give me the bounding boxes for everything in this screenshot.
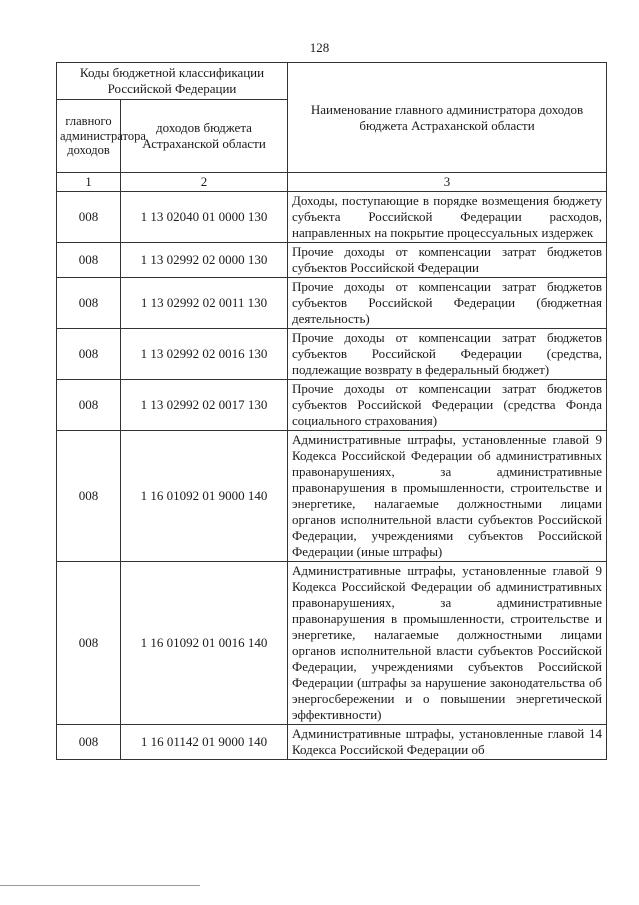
income-name-cell: Прочие доходы от компенсации затрат бюджетов субъектов Российской Федерации (средства Фонда социального страхования) bbox=[288, 380, 607, 431]
income-code-cell: 1 16 01142 01 9000 140 bbox=[121, 725, 288, 760]
header-number-1: 1 bbox=[57, 173, 121, 192]
table-body bbox=[57, 192, 607, 760]
admin-code-cell: 008 bbox=[57, 329, 121, 380]
table-row bbox=[57, 278, 607, 329]
income-code-cell: 1 16 01092 01 9000 140 bbox=[121, 431, 288, 562]
header-group-title: Коды бюджетной классификации Российской Федерации bbox=[57, 63, 288, 100]
admin-code-cell: 008 bbox=[57, 243, 121, 278]
admin-code-cell: 008 bbox=[57, 380, 121, 431]
header-income-column: доходов бюджета Астраханской области bbox=[121, 100, 288, 173]
page-number: 128 bbox=[309, 40, 330, 55]
budget-classification-table bbox=[56, 62, 607, 760]
table-row bbox=[57, 562, 607, 725]
table-row bbox=[57, 725, 607, 760]
income-name-cell: Доходы, поступающие в порядке возмещения бюджету субъекта Российской Федерации расходов, направленных на покрытие процессуальных издержек bbox=[288, 192, 607, 243]
income-name-cell: Прочие доходы от компенсации затрат бюджетов субъектов Российской Федерации (бюджетная деятельность) bbox=[288, 278, 607, 329]
income-name-cell: Прочие доходы от компенсации затрат бюджетов субъектов Российской Федерации bbox=[288, 243, 607, 278]
header-number-3: 3 bbox=[288, 173, 607, 192]
income-name-cell: Административные штрафы, установленные главой 14 Кодекса Российской Федерации об bbox=[288, 725, 607, 760]
table-row bbox=[57, 431, 607, 562]
admin-code-cell: 008 bbox=[57, 431, 121, 562]
admin-code-cell: 008 bbox=[57, 562, 121, 725]
income-name-cell: Административные штрафы, установленные главой 9 Кодекса Российской Федерации об административных правонарушениях, за административные правонарушения в промышленности, строительстве и энергетике, налагаемые должностными лицами органов исполнительной власти субъектов Российской Федерации, учреждениями субъектов Российской Федерации (иные штрафы) bbox=[288, 431, 607, 562]
income-code-cell: 1 13 02992 02 0011 130 bbox=[121, 278, 288, 329]
header-row-numbers bbox=[57, 173, 607, 192]
admin-code-cell: 008 bbox=[57, 278, 121, 329]
admin-code-cell: 008 bbox=[57, 192, 121, 243]
table-row bbox=[57, 380, 607, 431]
income-name-cell: Прочие доходы от компенсации затрат бюджетов субъектов Российской Федерации (средства, подлежащие возврату в федеральный бюджет) bbox=[288, 329, 607, 380]
header-row-group bbox=[57, 63, 607, 100]
header-admin-column: главного администратора доходов bbox=[57, 100, 121, 173]
table-row bbox=[57, 243, 607, 278]
bottom-rule bbox=[0, 885, 200, 886]
table-row bbox=[57, 192, 607, 243]
table-row bbox=[57, 329, 607, 380]
income-code-cell: 1 16 01092 01 0016 140 bbox=[121, 562, 288, 725]
income-code-cell: 1 13 02992 02 0017 130 bbox=[121, 380, 288, 431]
income-code-cell: 1 13 02992 02 0016 130 bbox=[121, 329, 288, 380]
header-number-2: 2 bbox=[121, 173, 288, 192]
admin-code-cell: 008 bbox=[57, 725, 121, 760]
income-code-cell: 1 13 02992 02 0000 130 bbox=[121, 243, 288, 278]
income-name-cell: Административные штрафы, установленные главой 9 Кодекса Российской Федерации об административных правонарушениях, за административные правонарушения в промышленности, строительстве и энергетике, налагаемые должностными лицами органов исполнительной власти субъектов Российской Федерации, учреждениями субъектов Российской Федерации (штрафы за нарушение законодательства об энергосбережении и о повышении энергетической эффективности) bbox=[288, 562, 607, 725]
header-name-column: Наименование главного администратора доходов бюджета Астраханской области bbox=[288, 63, 607, 173]
income-code-cell: 1 13 02040 01 0000 130 bbox=[121, 192, 288, 243]
